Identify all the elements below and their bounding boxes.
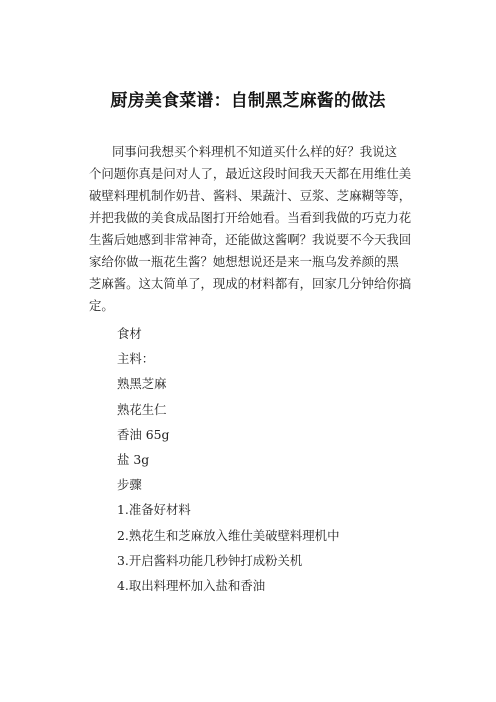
intro-line: 定。 bbox=[89, 298, 114, 313]
step-item: 1.准备好材料 bbox=[117, 502, 191, 518]
intro-line: 生酱后她感到非常神奇，还能做这酱啊？我说要不今天我回 bbox=[89, 232, 412, 247]
main-ingredients-label: 主料： bbox=[117, 351, 155, 367]
step-item: 4.取出料理杯加入盐和香油 bbox=[117, 577, 266, 593]
ingredient-item: 香油 65g bbox=[117, 426, 170, 442]
intro-line: 家给你做一瓶花生酱？她想想说还是来一瓶乌发养颜的黑 bbox=[89, 254, 399, 269]
intro-paragraph bbox=[89, 141, 412, 317]
step-item: 3.开启酱料功能几秒钟打成粉关机 bbox=[117, 552, 303, 568]
ingredient-item: 熟黑芝麻 bbox=[117, 376, 167, 392]
ingredient-item: 熟花生仁 bbox=[117, 401, 167, 417]
page-title: 厨房美食菜谱：自制黑芝麻酱的做法 bbox=[110, 91, 386, 111]
intro-line: 同事问我想买个料理机不知道买什么样的好？我说这 bbox=[112, 144, 397, 159]
intro-line: 破壁料理机制作奶昔、酱料、果蔬汁、豆浆、芝麻糊等等， bbox=[89, 188, 412, 203]
step-item: 2.熟花生和芝麻放入维仕美破壁料理机中 bbox=[117, 527, 340, 543]
ingredient-item: 盐 3g bbox=[117, 451, 150, 467]
section-heading-steps: 步骤 bbox=[117, 477, 142, 493]
recipe-list bbox=[117, 321, 339, 598]
intro-line: 个问题你真是问对人了，最近这段时间我天天都在用维仕美 bbox=[89, 166, 412, 181]
intro-line: 并把我做的美食成品图打开给她看。当看到我做的巧克力花 bbox=[89, 210, 412, 225]
section-heading-ingredients: 食材 bbox=[117, 326, 142, 341]
intro-line: 芝麻酱。这太简单了，现成的材料都有，回家几分钟给你搞 bbox=[89, 276, 412, 291]
